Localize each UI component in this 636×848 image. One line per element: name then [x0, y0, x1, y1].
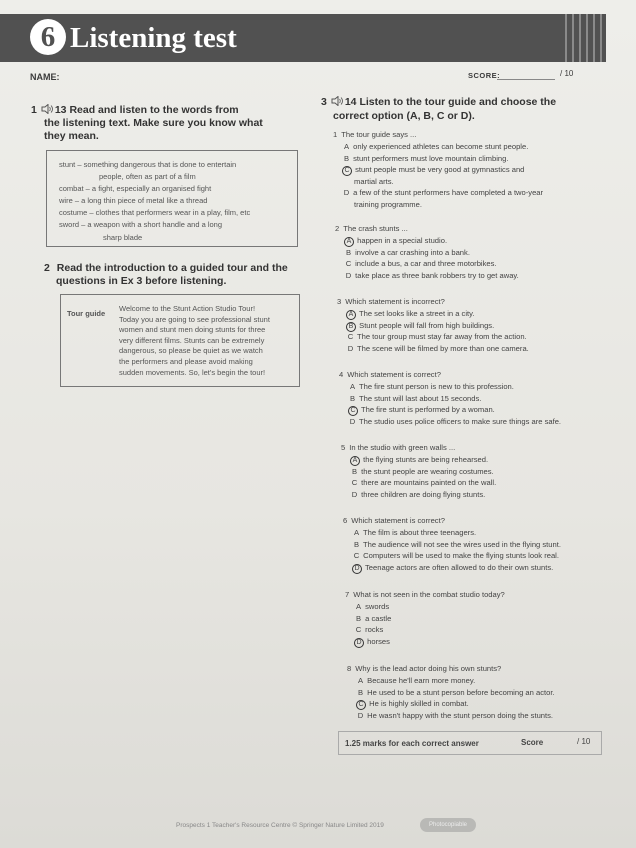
- option-d[interactable]: [342, 188, 543, 197]
- option-b[interactable]: [342, 154, 508, 163]
- option-text: there are mountains painted on the wall.: [361, 478, 497, 488]
- option-letter: A: [357, 676, 364, 685]
- option-text: the flying stunts are being rehearsed.: [363, 455, 489, 464]
- option-letter: A: [355, 602, 362, 611]
- ex3-heading: [321, 96, 556, 109]
- tour-line: sudden movements. So, let's begin the tour!: [119, 367, 266, 377]
- tour-guide-box: [60, 294, 300, 387]
- question-text: What is not seen in the combat studio today?: [353, 590, 505, 599]
- question-number: 6: [343, 516, 348, 525]
- option-a[interactable]: [344, 236, 447, 247]
- tour-line: women and stunt men doing stunts for three: [119, 325, 266, 335]
- option-c[interactable]: [354, 625, 383, 634]
- option-letter: A: [343, 142, 350, 151]
- option-d[interactable]: [354, 637, 390, 648]
- marks-text: 1.25 marks for each correct answer: [345, 739, 479, 748]
- header-band-stripes: [560, 14, 606, 62]
- question-text: Why is the lead actor doing his own stunts?: [355, 664, 502, 673]
- option-b[interactable]: [346, 321, 494, 332]
- question-number: 2: [335, 224, 340, 233]
- marks-score-label: Score: [521, 738, 544, 747]
- option-letter: B: [351, 466, 358, 476]
- circled-answer-letter: B: [346, 322, 356, 332]
- option-letter: B: [345, 247, 352, 257]
- tour-line: Welcome to the Stunt Action Studio Tour!: [119, 304, 256, 313]
- option-b[interactable]: [356, 688, 555, 697]
- ex1-heading: [31, 104, 239, 117]
- option-letter: B: [355, 613, 362, 623]
- option-text: The film is about three teenagers.: [362, 528, 477, 537]
- option-letter: B: [353, 539, 360, 549]
- option-letter: A: [349, 382, 356, 391]
- option-d[interactable]: [348, 417, 561, 426]
- question-text: In the studio with green walls ...: [349, 443, 456, 452]
- option-text: The scene will be filmed by more than one camera.: [356, 343, 529, 353]
- option-letter: D: [349, 416, 356, 426]
- circled-answer-letter: A: [350, 456, 360, 466]
- ex3-track: 14: [344, 96, 357, 108]
- option-a[interactable]: [354, 602, 389, 611]
- tour-line: dangerous, so please be quiet as we watch: [119, 346, 263, 356]
- ex1-instruction-line: they mean.: [44, 130, 99, 142]
- glossary-box: [46, 150, 298, 247]
- question-text: Which statement is correct?: [351, 516, 445, 525]
- speaker-icon: [331, 96, 343, 106]
- option-text: stunt performers must love mountain climbing.: [353, 153, 509, 163]
- question-3: [337, 297, 445, 306]
- question-number: 1: [333, 130, 338, 139]
- option-text: Computers will be used to make the flying stunts look real.: [363, 551, 559, 561]
- ex2-instruction-line: questions in Ex 3 before listening.: [56, 275, 227, 287]
- option-a[interactable]: [346, 309, 475, 320]
- option-c[interactable]: [356, 699, 469, 710]
- option-a[interactable]: [342, 142, 528, 151]
- option-d[interactable]: [344, 271, 519, 280]
- tour-line: very different films. Stunts can be extremely: [119, 335, 265, 345]
- option-letter: C: [351, 478, 358, 488]
- option-text: Stunt people will fall from high buildings.: [359, 320, 495, 330]
- circled-answer-letter: C: [348, 406, 358, 416]
- option-text: only experienced athletes can become stunt people.: [353, 142, 529, 151]
- question-text: The tour guide says ...: [341, 130, 417, 139]
- question-number: 5: [341, 443, 346, 452]
- ex1-instruction-line: the listening text. Make sure you know what: [44, 117, 263, 129]
- tour-line: Today you are going to see professional stunt: [119, 314, 270, 324]
- option-text: the stunt people are wearing costumes.: [361, 466, 494, 476]
- option-text: The studio uses police officers to make sure things are safe.: [358, 416, 562, 426]
- option-text: involve a car crashing into a bank.: [355, 247, 470, 257]
- option-text: three children are doing flying stunts.: [361, 489, 486, 499]
- option-text: happen in a special studio.: [357, 236, 448, 245]
- option-c[interactable]: [350, 478, 496, 487]
- option-text: swords: [365, 602, 390, 611]
- question-6: [343, 516, 445, 525]
- option-text: a few of the stunt performers have completed a two-year: [353, 188, 544, 198]
- option-letter: C: [355, 625, 362, 635]
- glossary-entry: sharp blade: [103, 233, 143, 242]
- glossary-entry: stunt – something dangerous that is done to entertain: [59, 160, 237, 169]
- option-text: The fire stunt person is new to this profession.: [358, 382, 514, 391]
- circled-answer-letter: D: [352, 564, 362, 574]
- option-text: The audience will not see the wires used in the flying stunt.: [362, 539, 561, 549]
- tour-line: the performers and please avoid making: [119, 356, 253, 366]
- score-line: [497, 79, 555, 80]
- option-text: He is highly skilled in combat.: [369, 699, 469, 709]
- question-number: 4: [339, 370, 344, 379]
- option-letter: D: [351, 489, 358, 499]
- unit-number-badge: 6: [30, 19, 66, 55]
- option-text: The fire stunt is performed by a woman.: [360, 405, 495, 415]
- option-text: He used to be a stunt person before becoming an actor.: [367, 687, 555, 697]
- ex2-number: 2: [44, 262, 50, 274]
- option-letter: C: [345, 259, 352, 269]
- score-label: SCORE:: [468, 71, 501, 80]
- option-b[interactable]: [352, 540, 561, 549]
- question-1: [333, 130, 416, 139]
- option-text: a castle: [365, 613, 392, 623]
- question-text: The crash stunts ...: [343, 224, 408, 233]
- option-a[interactable]: [348, 382, 514, 391]
- circled-answer-letter: C: [356, 700, 366, 710]
- option-text: The set looks like a street in a city.: [358, 309, 475, 318]
- option-letter: B: [343, 153, 350, 163]
- option-c[interactable]: [344, 259, 497, 268]
- question-number: 7: [345, 590, 350, 599]
- option-c[interactable]: [352, 551, 559, 560]
- ex3-instruction-line: Listen to the tour guide and choose the: [359, 96, 557, 108]
- question-8: [347, 664, 501, 673]
- name-label: NAME:: [30, 72, 60, 82]
- copyright-credit: Prospects 1 Teacher's Resource Centre © Springer Nature Limited 2019: [176, 822, 384, 829]
- option-letter: B: [357, 687, 364, 697]
- option-d[interactable]: [346, 344, 529, 353]
- option-a[interactable]: [352, 528, 476, 537]
- tour-guide-label: Tour guide: [67, 309, 106, 318]
- ex1-instruction-line: Read and listen to the words from: [69, 104, 239, 116]
- option-c[interactable]: [348, 405, 495, 416]
- option-letter: D: [357, 710, 364, 720]
- score-total: / 10: [560, 69, 574, 78]
- option-letter: A: [353, 528, 360, 537]
- circled-answer-letter: C: [342, 166, 352, 176]
- option-text: horses: [367, 636, 390, 646]
- option-b[interactable]: [354, 614, 391, 623]
- option-text: The stunt will last about 15 seconds.: [358, 393, 482, 403]
- glossary-entry: people, often as part of a film: [99, 172, 196, 181]
- ex1-number: 1: [31, 104, 37, 116]
- option-text: The tour group must stay far away from the action.: [356, 332, 527, 342]
- marks-box: [338, 731, 602, 755]
- circled-answer-letter: D: [354, 638, 364, 648]
- circled-answer-letter: A: [346, 310, 356, 320]
- option-a[interactable]: [350, 455, 488, 466]
- option-text: stunt people must be very good at gymnastics and: [355, 165, 525, 175]
- question-number: 3: [337, 297, 342, 306]
- option-d[interactable]: [352, 563, 553, 574]
- option-text: take place as three bank robbers try to get away.: [355, 270, 519, 280]
- question-5: [341, 443, 455, 452]
- option-letter: D: [345, 270, 352, 280]
- glossary-entry: wire – a long thin piece of metal like a thread: [59, 196, 208, 205]
- option-c[interactable]: [342, 165, 524, 176]
- option-d[interactable]: [350, 490, 485, 499]
- option-text: martial arts.: [354, 176, 394, 186]
- option-text: He wasn't happy with the stunt person doing the stunts.: [367, 710, 554, 720]
- question-4: [339, 370, 441, 379]
- option-b[interactable]: [348, 394, 481, 403]
- page-title: Listening test: [70, 22, 237, 54]
- ex3-number: 3: [321, 96, 327, 108]
- option-text: rocks: [365, 625, 384, 635]
- tour-guide-text: [119, 304, 291, 378]
- glossary-entry: costume – clothes that performers wear in a play, film, etc: [59, 208, 251, 217]
- glossary-entry: combat – a fight, especially an organised fight: [59, 184, 212, 193]
- option-text: Because he'll earn more money.: [367, 676, 476, 685]
- speaker-icon: [41, 104, 53, 114]
- option-continued: [354, 200, 422, 209]
- option-text: include a bus, a car and three motorbikes.: [355, 259, 497, 269]
- glossary-entry: sword – a weapon with a short handle and a long: [59, 220, 223, 229]
- option-text: training programme.: [354, 200, 422, 209]
- option-a[interactable]: [356, 676, 475, 685]
- ex3-instruction-line: correct option (A, B, C or D).: [333, 110, 475, 122]
- option-c[interactable]: [346, 332, 527, 341]
- circled-answer-letter: A: [344, 237, 354, 247]
- option-letter: B: [349, 393, 356, 403]
- question-2: [335, 224, 408, 233]
- option-continued: [354, 177, 394, 186]
- option-b[interactable]: [350, 467, 494, 476]
- option-letter: C: [347, 332, 354, 342]
- marks-score-total: / 10: [577, 737, 591, 746]
- ex2-heading: [44, 262, 288, 275]
- option-d[interactable]: [356, 711, 553, 720]
- question-number: 8: [347, 664, 352, 673]
- option-letter: D: [347, 343, 354, 353]
- ex1-track: 13: [54, 104, 67, 116]
- ex2-instruction-line: Read the introduction to a guided tour and the: [56, 262, 288, 274]
- option-letter: C: [353, 551, 360, 561]
- option-text: Teenage actors are often allowed to do their own stunts.: [364, 562, 554, 572]
- option-letter: D: [343, 188, 350, 198]
- question-text: Which statement is correct?: [347, 370, 441, 379]
- question-7: [345, 590, 505, 599]
- photocopiable-badge: Photocopiable: [420, 818, 476, 832]
- option-b[interactable]: [344, 248, 470, 257]
- question-text: Which statement is incorrect?: [345, 297, 445, 306]
